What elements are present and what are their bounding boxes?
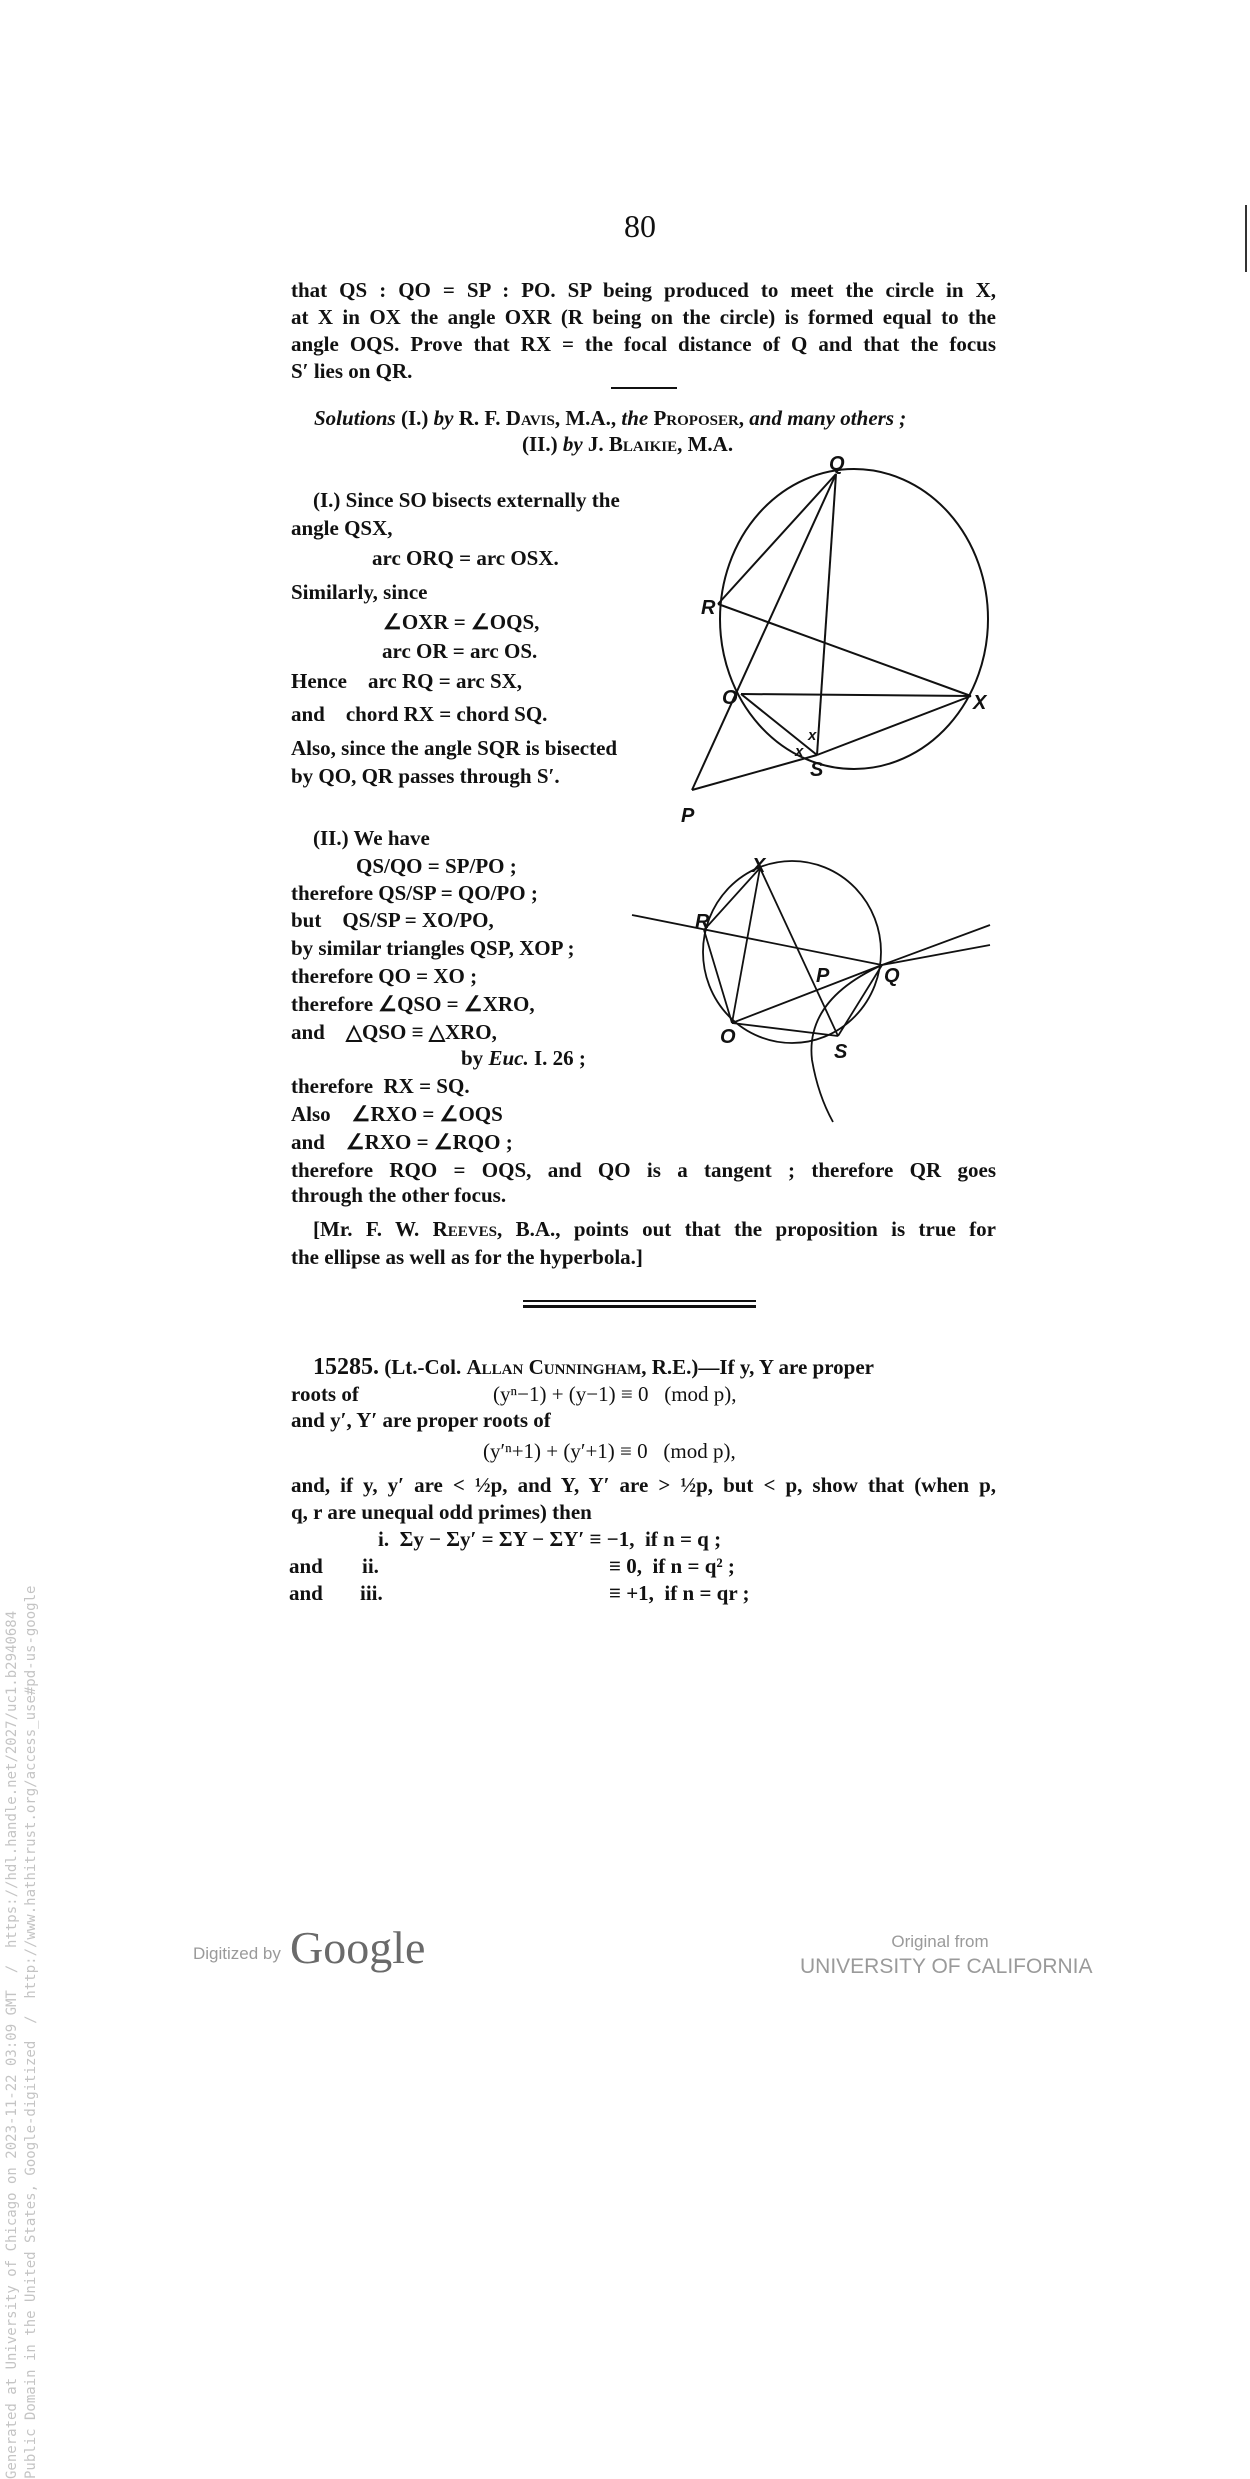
label: by xyxy=(562,432,583,456)
label: the xyxy=(621,406,649,430)
label-S: S xyxy=(810,759,824,781)
text-line: arc OR = arc OS. xyxy=(382,639,538,663)
problem-number: 15285. xyxy=(313,1354,379,1380)
solver-name: J. Blaikie, M.A. xyxy=(587,432,734,456)
text-line: roots of xyxy=(291,1382,359,1406)
label: Proposer, xyxy=(653,406,745,430)
text-line: through the other focus. xyxy=(291,1183,507,1207)
tangent-line xyxy=(882,945,990,965)
figure-two xyxy=(632,861,990,1122)
text-line: and chord RX = chord SQ. xyxy=(291,702,548,726)
page-number: 80 xyxy=(624,208,656,244)
text-line: therefore RX = SQ. xyxy=(291,1074,470,1098)
label: , R.E.)—If y, Y are proper xyxy=(641,1355,874,1379)
line-XO xyxy=(732,868,760,1023)
label-X: X xyxy=(973,692,987,714)
text-line: by similar triangles QSP, XOP ; xyxy=(291,936,575,960)
text-line: ii. xyxy=(362,1554,379,1578)
text-line: arc ORQ = arc OSX. xyxy=(372,546,559,570)
line-QR xyxy=(718,474,836,604)
solver-name: R. F. Davis, M.A., xyxy=(458,406,617,430)
line-RO xyxy=(704,930,732,1023)
label-X: X xyxy=(752,855,766,877)
institution-label: UNIVERSITY OF CALIFORNIA xyxy=(800,1955,1093,1978)
text-line: Also ∠RXO = ∠OQS xyxy=(291,1102,503,1126)
label-R: R xyxy=(701,597,716,619)
line-XS xyxy=(760,868,838,1036)
label: by xyxy=(461,1046,484,1070)
label: , B.A., points out that the proposition is true for xyxy=(496,1217,996,1241)
label: Euc. xyxy=(488,1046,529,1070)
label: and many others ; xyxy=(749,406,907,430)
text-line: q, r are unequal odd primes) then xyxy=(291,1500,592,1524)
label-S: S xyxy=(834,1041,848,1063)
equation: (y′ⁿ+1) + (y′+1) ≡ 0 (mod p), xyxy=(483,1439,736,1463)
label-O: O xyxy=(722,687,738,709)
text-line: and xyxy=(289,1554,323,1578)
text-line: QS/QO = SP/PO ; xyxy=(356,854,517,878)
google-logo: Google xyxy=(290,1922,426,1973)
text-line: and xyxy=(289,1581,323,1605)
text-line: ≡ +1, if n = qr ; xyxy=(609,1581,750,1605)
label-x: x xyxy=(808,727,817,744)
text-line: and, if y, y′ are < ½p, and Y, Y′ are > ½p, but < p, show that (when p, xyxy=(291,1473,996,1497)
label-R: R xyxy=(695,911,710,933)
watermark-line: Public Domain in the United States, Google-digitized / http://www.hathitrust.org/access_use#pd-us-google xyxy=(23,1585,39,2479)
digitized-by-label: Digitized by xyxy=(193,1944,281,1963)
text-line: that QS : QO = SP : PO. SP being produced to meet the circle in X, xyxy=(291,278,996,302)
label-Q: Q xyxy=(884,965,900,987)
text-line: ≡ 0, if n = q² ; xyxy=(609,1554,735,1578)
label: by xyxy=(433,406,454,430)
text-line: therefore RQO = OQS, and QO is a tangent ; therefore QR goes xyxy=(291,1158,996,1182)
text-line: therefore QS/SP = QO/PO ; xyxy=(291,881,538,905)
line-OS xyxy=(741,694,817,755)
label-Q: Q xyxy=(829,453,845,475)
line-XR xyxy=(704,868,760,930)
line-PS xyxy=(692,755,817,790)
text-line: Hence arc RQ = arc SX, xyxy=(291,669,523,693)
hathitrust-watermark xyxy=(3,519,41,2479)
watermark-line: Generated at University of Chicago on 2023-11-22 03:09 GMT / https://hdl.handle.net/2027/uc1.b2940684 xyxy=(4,1610,20,2479)
text-line: angle OQS. Prove that RX = the focal distance of Q and that the focus xyxy=(291,332,996,356)
text-line: at X in OX the angle OXR (R being on the circle) is formed equal to the xyxy=(291,305,996,329)
label: (Lt.-Col. xyxy=(384,1355,462,1379)
label: Reeves xyxy=(432,1217,497,1241)
text-line: i. Σy − Σy′ = ΣY − ΣY′ ≡ −1, if n = q ; xyxy=(378,1527,722,1551)
text-line: therefore ∠QSO = ∠XRO, xyxy=(291,992,535,1016)
label-P: P xyxy=(681,805,695,827)
line-RQ xyxy=(632,915,882,965)
label-P: P xyxy=(816,965,830,987)
text-line: Similarly, since xyxy=(291,580,428,604)
line-QS xyxy=(817,474,836,755)
label: [Mr. F. W. xyxy=(313,1217,420,1241)
label: I. 26 ; xyxy=(533,1046,586,1070)
label: (II.) xyxy=(522,432,558,456)
text-line: S′ lies on QR. xyxy=(291,359,413,383)
text-line: and y′, Y′ are proper roots of xyxy=(291,1408,551,1432)
tangent-line xyxy=(882,925,990,965)
equation: (yⁿ−1) + (y−1) ≡ 0 (mod p), xyxy=(493,1382,737,1406)
text-line: the ellipse as well as for the hyperbola.] xyxy=(291,1245,643,1269)
text-line: ∠OXR = ∠OQS, xyxy=(383,610,540,634)
label: (I.) xyxy=(400,406,429,430)
line-OX xyxy=(741,694,971,696)
figure-one xyxy=(692,469,988,790)
text-line: iii. xyxy=(360,1581,383,1605)
label-x: x xyxy=(795,743,804,760)
line-OQ xyxy=(732,965,882,1023)
text-line: and △QSO ≡ △XRO, xyxy=(291,1020,497,1044)
text-line: and ∠RXO = ∠RQO ; xyxy=(291,1130,513,1154)
text-line: but QS/SP = XO/PO, xyxy=(291,908,494,932)
label: Solutions xyxy=(314,406,396,430)
text-line: by QO, QR passes through S′. xyxy=(291,764,560,788)
author-name: Allan Cunningham xyxy=(466,1355,642,1379)
original-from-label: Original from xyxy=(891,1932,989,1951)
text-line: Also, since the angle SQR is bisected xyxy=(291,736,618,760)
line-OS xyxy=(732,1023,838,1036)
label-O: O xyxy=(720,1026,736,1048)
text-line: (II.) We have xyxy=(313,826,430,850)
text-line: therefore QO = XO ; xyxy=(291,964,478,988)
text-line: angle QSX, xyxy=(291,516,393,540)
text-line: (I.) Since SO bisects externally the xyxy=(313,488,620,512)
